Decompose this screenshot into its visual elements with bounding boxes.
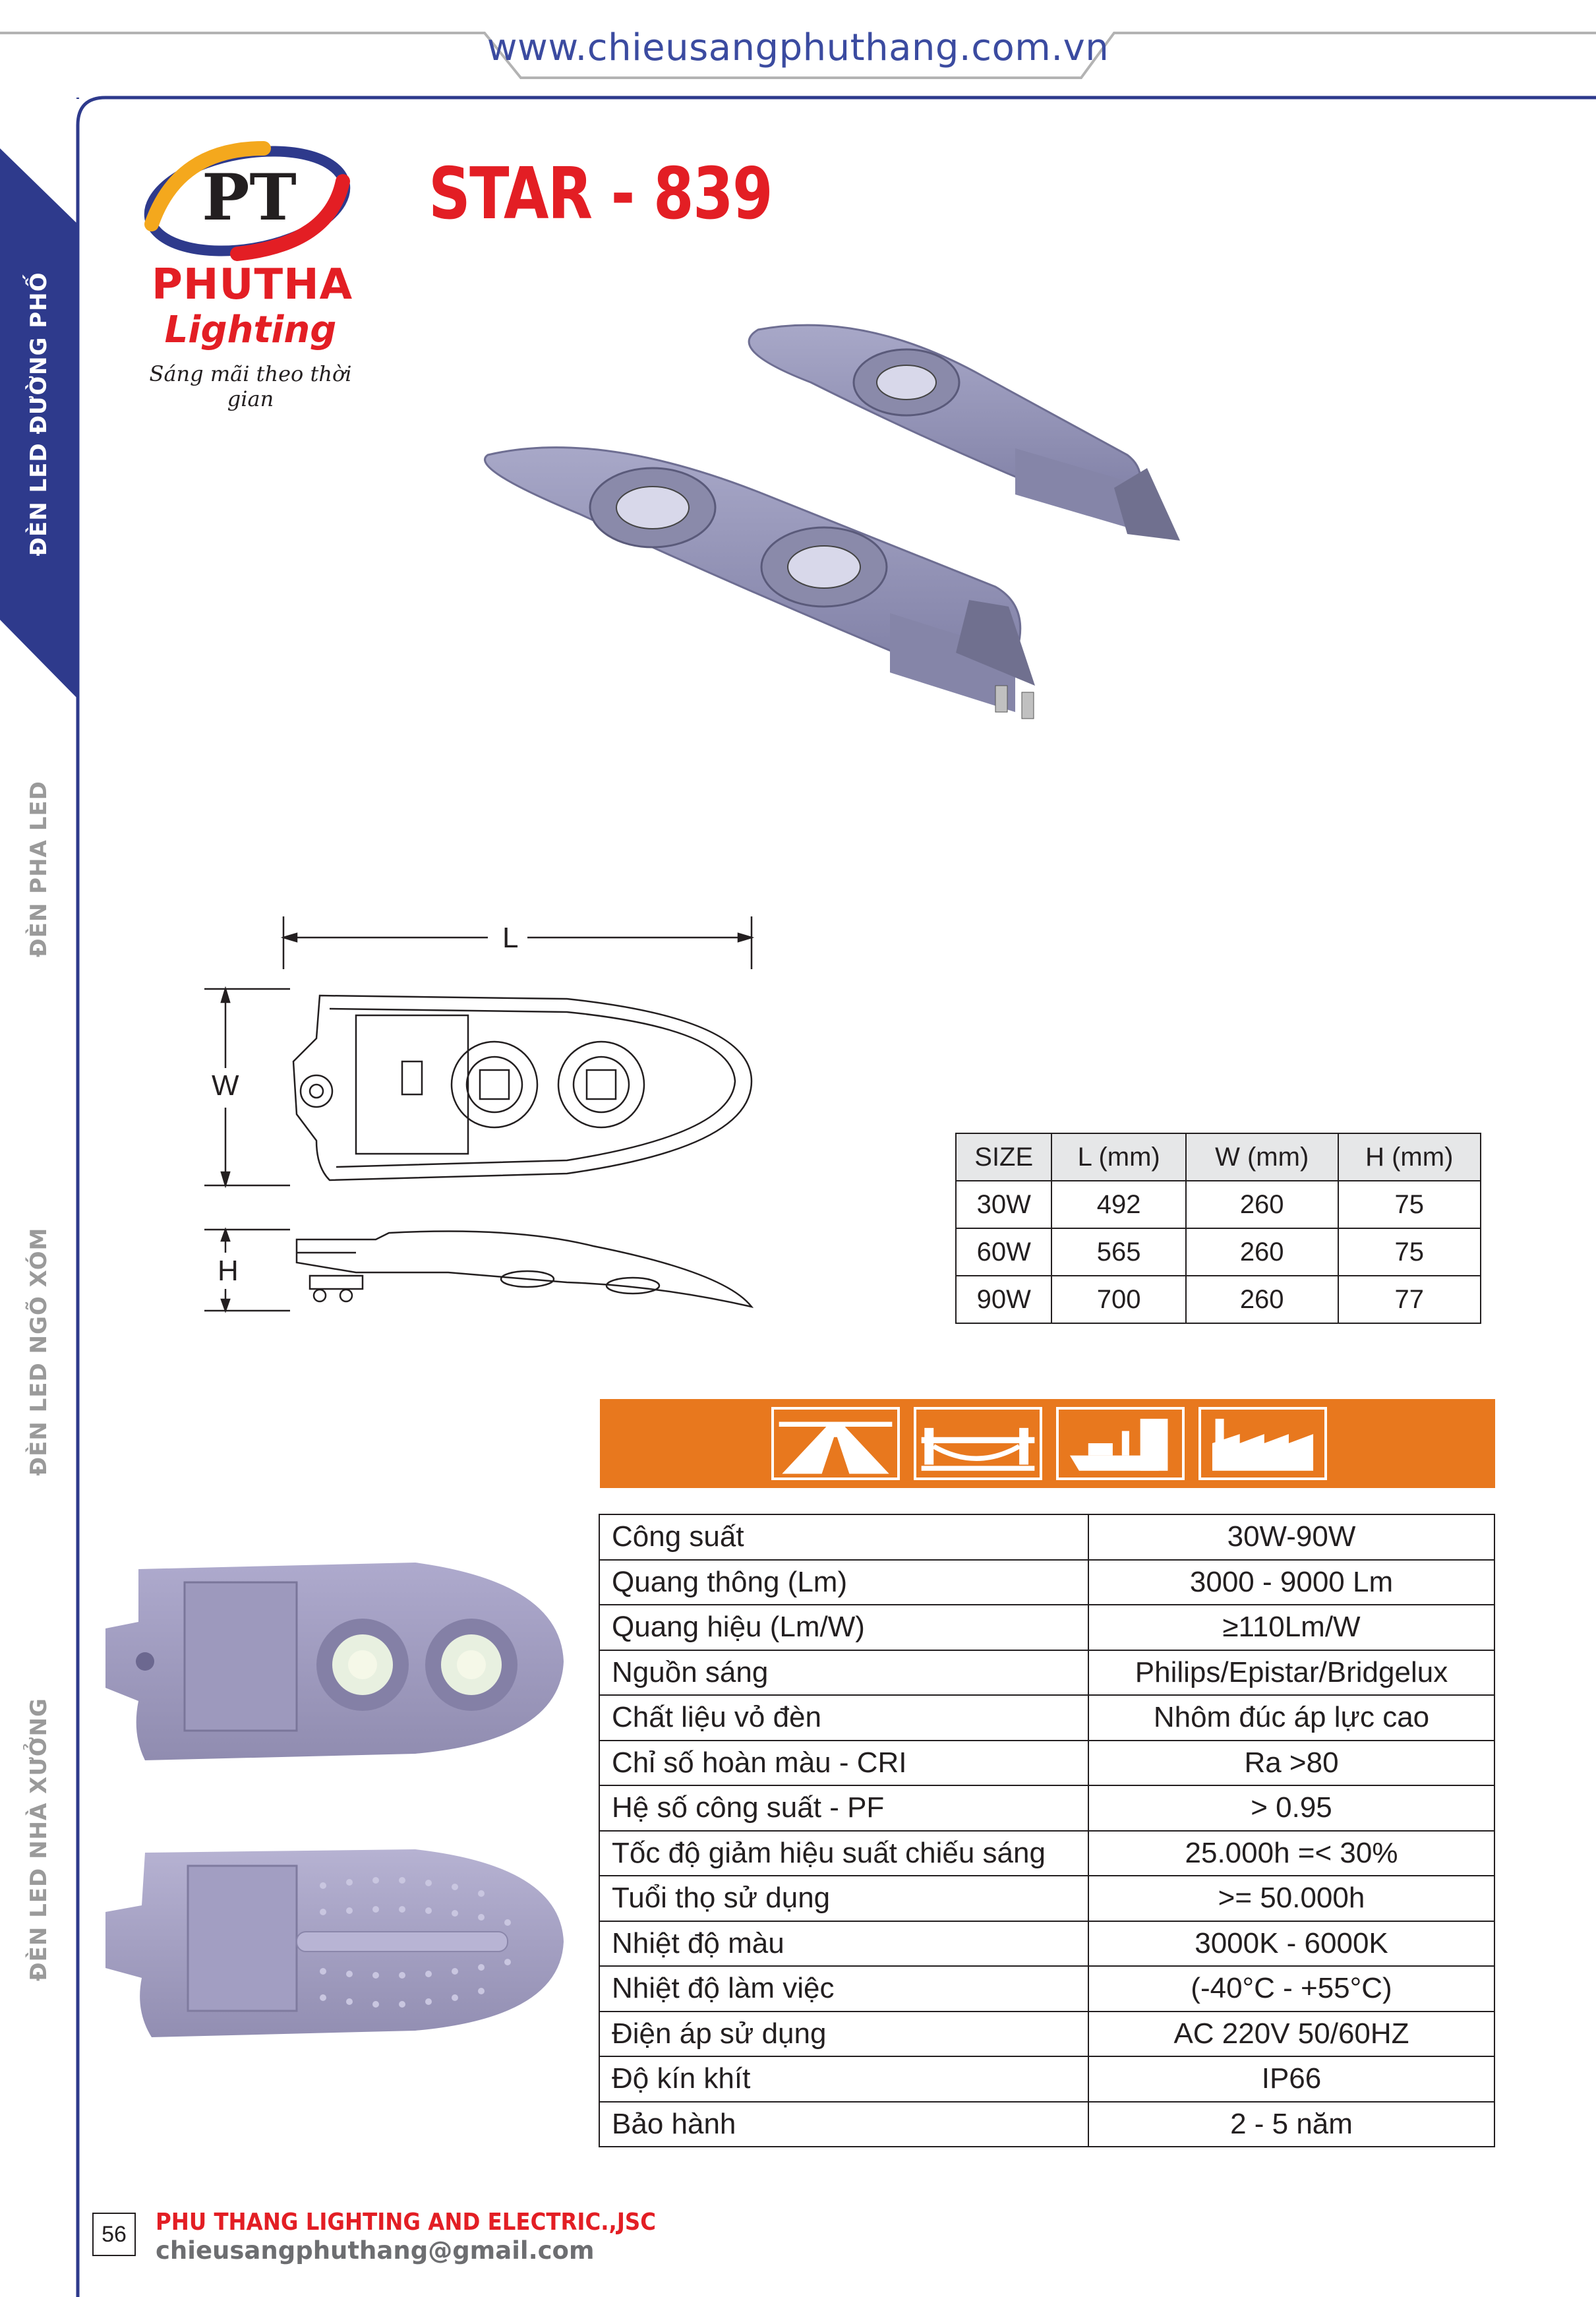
product-photo-back	[99, 1839, 574, 2044]
technical-drawing	[198, 903, 778, 1325]
table-row	[599, 1560, 1494, 1605]
spec-key: Chỉ số hoàn màu - CRI	[599, 1741, 1088, 1786]
spec-key: Công suất	[599, 1514, 1088, 1560]
table-row	[956, 1228, 1481, 1276]
spec-key: Độ kín khít	[599, 2056, 1088, 2102]
table-row	[599, 1514, 1494, 1560]
company-name: PHU THANG LIGHTING AND ELECTRIC.,JSC	[156, 2209, 657, 2236]
spec-key: Nhiệt độ làm việc	[599, 1966, 1088, 2012]
size-header-length: L (mm)	[1051, 1133, 1185, 1181]
page-number: 56	[92, 2213, 136, 2256]
table-row	[599, 1785, 1494, 1831]
spec-value: AC 220V 50/60HZ	[1088, 2012, 1494, 2057]
table-row	[599, 1966, 1494, 2012]
spec-key: Bảo hành	[599, 2102, 1088, 2147]
table-row	[599, 1831, 1494, 1876]
spec-key: Tốc độ giảm hiệu suất chiếu sáng	[599, 1831, 1088, 1876]
factory-icon	[1198, 1407, 1327, 1480]
spec-key: Nguồn sáng	[599, 1650, 1088, 1696]
table-row	[599, 2056, 1494, 2102]
spec-key: Quang hiệu (Lm/W)	[599, 1605, 1088, 1650]
lamp-large	[485, 448, 1036, 719]
size-cell: 260	[1186, 1276, 1338, 1323]
spec-value: ≥110Lm/W	[1088, 1605, 1494, 1650]
sidebar-item-street-led[interactable]: ĐÈN LED ĐƯỜNG PHỐ	[26, 272, 52, 556]
spec-value: (-40°C - +55°C)	[1088, 1966, 1494, 2012]
size-cell: 260	[1186, 1181, 1338, 1228]
table-row	[956, 1276, 1481, 1323]
application-icon-bar	[600, 1399, 1495, 1488]
spec-value: 3000 - 9000 Lm	[1088, 1560, 1494, 1605]
table-row	[599, 1921, 1494, 1967]
table-row	[599, 1876, 1494, 1921]
brand-name: PHUTHA	[152, 260, 353, 309]
spec-value: >= 50.000h	[1088, 1876, 1494, 1921]
spec-value: Philips/Epistar/Bridgelux	[1088, 1650, 1494, 1696]
spec-key: Tuổi thọ sử dụng	[599, 1876, 1088, 1921]
size-cell: 700	[1051, 1276, 1185, 1323]
spec-value: 2 - 5 năm	[1088, 2102, 1494, 2147]
spec-table	[599, 1514, 1495, 2147]
size-cell: 77	[1338, 1276, 1481, 1323]
size-cell: 75	[1338, 1181, 1481, 1228]
road-icon	[771, 1407, 900, 1480]
dim-width-label: W	[212, 1069, 239, 1102]
spec-value: IP66	[1088, 2056, 1494, 2102]
spec-key: Chất liệu vỏ đèn	[599, 1695, 1088, 1741]
size-table	[955, 1133, 1481, 1324]
size-cell: 90W	[956, 1276, 1051, 1323]
size-cell: 492	[1051, 1181, 1185, 1228]
spec-key: Quang thông (Lm)	[599, 1560, 1088, 1605]
bridge-icon	[914, 1407, 1042, 1480]
sidebar-item-factory-led[interactable]: ĐÈN LED NHÀ XƯỞNG	[26, 1698, 52, 1981]
dim-length-label: L	[502, 922, 519, 954]
logo-monogram: PT	[202, 160, 297, 235]
product-title: STAR - 839	[429, 153, 772, 235]
table-row	[956, 1181, 1481, 1228]
size-table-header	[956, 1133, 1481, 1181]
website-url[interactable]: www.chieusangphuthang.com.vn	[487, 26, 1109, 69]
spec-key: Điện áp sử dụng	[599, 2012, 1088, 2057]
sidebar-item-alley-led[interactable]: ĐÈN LED NGÕ XÓM	[26, 1227, 52, 1476]
table-row	[599, 2102, 1494, 2147]
contact-email[interactable]: chieusangphuthang@gmail.com	[156, 2236, 595, 2265]
spec-value: 3000K - 6000K	[1088, 1921, 1494, 1967]
spec-key: Nhiệt độ màu	[599, 1921, 1088, 1967]
size-cell: 260	[1186, 1228, 1338, 1276]
size-header-size: SIZE	[956, 1133, 1051, 1181]
brand-slogan: Sáng mãi theo thời gian	[149, 361, 352, 411]
size-cell: 75	[1338, 1228, 1481, 1276]
size-header-height: H (mm)	[1338, 1133, 1481, 1181]
size-cell: 565	[1051, 1228, 1185, 1276]
size-cell: 30W	[956, 1181, 1051, 1228]
spec-value: 30W-90W	[1088, 1514, 1494, 1560]
dim-height-label: H	[218, 1255, 239, 1287]
spec-value: Ra >80	[1088, 1741, 1494, 1786]
size-cell: 60W	[956, 1228, 1051, 1276]
product-image	[468, 316, 1246, 897]
table-row	[599, 1605, 1494, 1650]
product-photo-front	[99, 1556, 574, 1767]
lamp-small	[749, 325, 1180, 541]
spec-key: Hệ số công suất - PF	[599, 1785, 1088, 1831]
table-row	[599, 1741, 1494, 1786]
brand-subname: Lighting	[164, 309, 337, 351]
table-row	[599, 1695, 1494, 1741]
size-header-width: W (mm)	[1186, 1133, 1338, 1181]
spec-value: 25.000h =< 30%	[1088, 1831, 1494, 1876]
sidebar	[0, 0, 78, 2297]
spec-value: Nhôm đúc áp lực cao	[1088, 1695, 1494, 1741]
table-row	[599, 1650, 1494, 1696]
spec-value: > 0.95	[1088, 1785, 1494, 1831]
sidebar-item-flood-led[interactable]: ĐÈN PHA LED	[26, 781, 52, 957]
table-row	[599, 2012, 1494, 2057]
port-icon	[1056, 1407, 1185, 1480]
